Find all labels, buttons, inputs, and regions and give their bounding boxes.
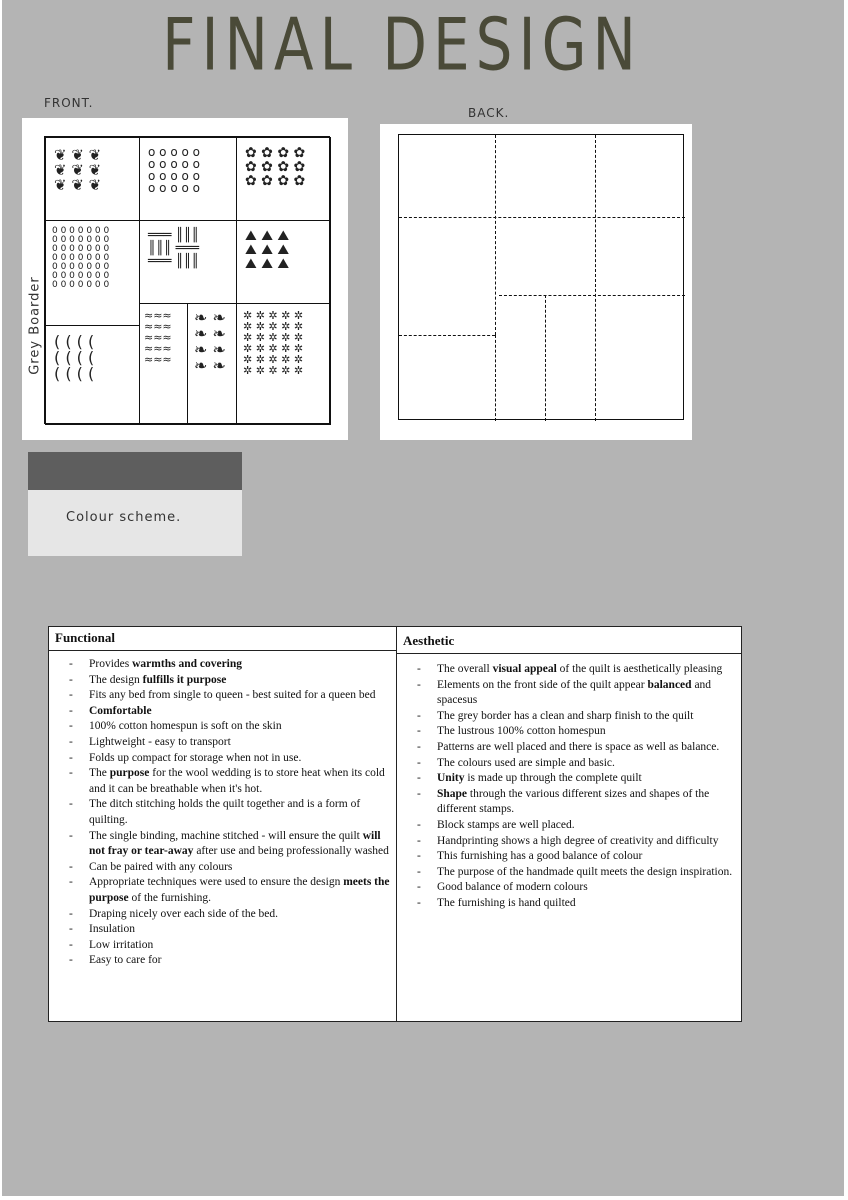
list-item <box>417 880 741 896</box>
stripes-block: ≈≈≈ ≈≈≈ ≈≈≈ ≈≈≈ ≈≈≈ <box>139 303 188 425</box>
item-text: Can be paired with any colours <box>89 860 233 873</box>
back-grid <box>398 134 684 420</box>
emphasis-text: Shape <box>437 787 468 800</box>
list-item <box>69 953 396 969</box>
list-item <box>69 719 396 735</box>
emphasis-text: Comfortable <box>89 704 152 717</box>
item-text: Easy to care for <box>89 954 162 967</box>
item-text: The overall <box>437 663 493 675</box>
emphasis-text: will not fray or tear-away <box>89 829 381 858</box>
list-item <box>417 662 741 678</box>
item-text: is made up through the complete quilt <box>464 772 642 785</box>
item-text: Block stamps are well placed. <box>437 818 575 831</box>
functional-column <box>49 627 397 1022</box>
ovals-block: 0 0 0 0 0 0 0 0 0 0 0 0 0 0 0 0 0 0 0 0 0 0 0 0 0 0 0 0 0 0 0 0 0 0 0 0 0 0 0 0 0 0 0 0 0 0 0 0 0 <box>45 220 140 326</box>
emphasis-text: balanced <box>647 678 692 691</box>
item-text: after use and being professionally washed <box>193 845 389 858</box>
list-item <box>417 849 741 865</box>
back-label: BACK. <box>468 106 510 120</box>
list-item <box>417 818 741 834</box>
functional-heading: Functional <box>55 630 115 645</box>
list-item <box>69 657 396 673</box>
list-item <box>69 860 396 876</box>
emphasis-text: warmths and covering <box>132 658 243 670</box>
emphasis-text: meets the purpose <box>89 876 390 904</box>
list-item <box>417 724 741 740</box>
circles-block: o o o o o o o o o o o o o o o o o o o o <box>139 137 237 221</box>
list-item <box>69 766 396 797</box>
leaves-block: ❧ ❧ ❧ ❧ ❧ ❧ ❧ ❧ <box>187 303 237 425</box>
item-text: Fits any bed from single to queen - best suited for a queen bed <box>89 689 376 702</box>
functional-list <box>49 657 396 969</box>
item-text: The ditch stitching holds the quilt together and is a form of quilting. <box>89 798 361 826</box>
list-item <box>69 704 396 720</box>
page-title: FINAL DESIGN <box>162 2 642 87</box>
item-text: Appropriate techniques were used to ensure the design <box>89 876 344 889</box>
list-item <box>69 797 396 828</box>
aesthetic-column <box>397 627 742 1022</box>
list-item <box>417 865 741 881</box>
colour-swatch-light <box>28 490 242 556</box>
item-text: Good balance of modern colours <box>437 881 588 894</box>
list-item <box>69 922 396 938</box>
list-item <box>417 787 741 818</box>
list-item <box>69 907 396 923</box>
list-item <box>417 756 741 772</box>
item-text: for the wool wedding is to store heat when its cold and it can be breathable when it's hot. <box>89 767 385 795</box>
list-item <box>69 673 396 689</box>
front-sketch <box>22 118 348 440</box>
item-text: through the various different sizes and shapes of the different stamps. <box>437 787 710 816</box>
list-item <box>417 678 741 709</box>
item-text: Folds up compact for storage when not in use. <box>89 751 302 764</box>
item-text: Low irritation <box>89 938 154 951</box>
colour-scheme-label: Colour scheme. <box>66 510 182 525</box>
list-item <box>69 938 396 954</box>
emphasis-text: visual appeal <box>492 663 557 675</box>
item-text: of the furnishing. <box>128 891 212 904</box>
aesthetic-heading: Aesthetic <box>403 633 455 648</box>
item-text: Draping nicely over each side of the bed. <box>89 907 279 920</box>
list-item <box>417 740 741 756</box>
leaf-sprig-block: ❦ ❦ ❦ ❦ ❦ ❦ ❦ ❦ ❦ <box>45 137 140 221</box>
item-text: The colours used are simple and basic. <box>437 756 615 769</box>
colour-swatch-dark <box>28 452 242 490</box>
emphasis-text: purpose <box>109 767 150 780</box>
presentation-board <box>2 0 844 1196</box>
criteria-table <box>48 626 742 1022</box>
emphasis-text: fulfills it purpose <box>142 673 227 686</box>
aesthetic-list <box>397 662 741 912</box>
list-item <box>417 709 741 725</box>
item-text: and spacesus <box>437 678 712 707</box>
border-label: Grey Boarder <box>27 276 43 375</box>
back-sketch <box>380 124 692 440</box>
item-text: This furnishing has a good balance of colour <box>437 850 643 863</box>
emphasis-text: Unity <box>437 772 465 785</box>
front-label: FRONT. <box>44 96 94 110</box>
item-text: Patterns are well placed and there is space as well as balance. <box>437 740 720 753</box>
mountains-block: ⛰ ⛰ ⛰ ⛰ ⛰ ⛰ ⛰ ⛰ ⛰ <box>236 220 331 304</box>
list-item <box>69 875 396 906</box>
item-text: The single binding, machine stitched - will ensure the quilt <box>89 829 363 842</box>
lines-block: ═══ ║║║ ║║║ ═══ ═══ ║║║ <box>139 220 237 304</box>
front-grid <box>44 136 330 424</box>
item-text: Insulation <box>89 923 135 936</box>
list-item <box>69 688 396 704</box>
item-text: The furnishing is hand quilted <box>437 896 576 909</box>
item-text: The grey border has a clean and sharp finish to the quilt <box>437 709 694 722</box>
list-item <box>69 829 396 860</box>
item-text: Lightweight - easy to transport <box>89 735 231 748</box>
moons-block: ( ( ( ( ( ( ( ( ( ( ( ( <box>45 325 140 425</box>
list-item <box>69 751 396 767</box>
item-text: Handprinting shows a high degree of creativity and difficulty <box>437 834 719 847</box>
list-item <box>417 834 741 850</box>
item-text: 100% cotton homespun is soft on the skin <box>89 720 282 733</box>
list-item <box>417 896 741 912</box>
flowers-block: ✿ ✿ ✿ ✿ ✿ ✿ ✿ ✿ ✿ ✿ ✿ ✿ <box>236 137 331 221</box>
item-text: The purpose of the handmade quilt meets the design inspiration. <box>437 865 733 878</box>
grey-border-annotation <box>25 228 41 428</box>
item-text: The design <box>89 673 143 686</box>
item-text: The lustrous 100% cotton homespun <box>437 725 606 738</box>
item-text: of the quilt is aesthetically pleasing <box>556 663 723 675</box>
item-text: Provides <box>89 658 133 670</box>
list-item <box>69 735 396 751</box>
list-item <box>417 771 741 787</box>
item-text: Elements on the front side of the quilt appear <box>437 678 648 691</box>
small-flowers-block: ✲ ✲ ✲ ✲ ✲ ✲ ✲ ✲ ✲ ✲ ✲ ✲ ✲ ✲ ✲ ✲ ✲ ✲ ✲ ✲ ✲ ✲ ✲ ✲ ✲ ✲ ✲ ✲ ✲ ✲ <box>236 303 331 425</box>
item-text: The <box>89 767 110 780</box>
